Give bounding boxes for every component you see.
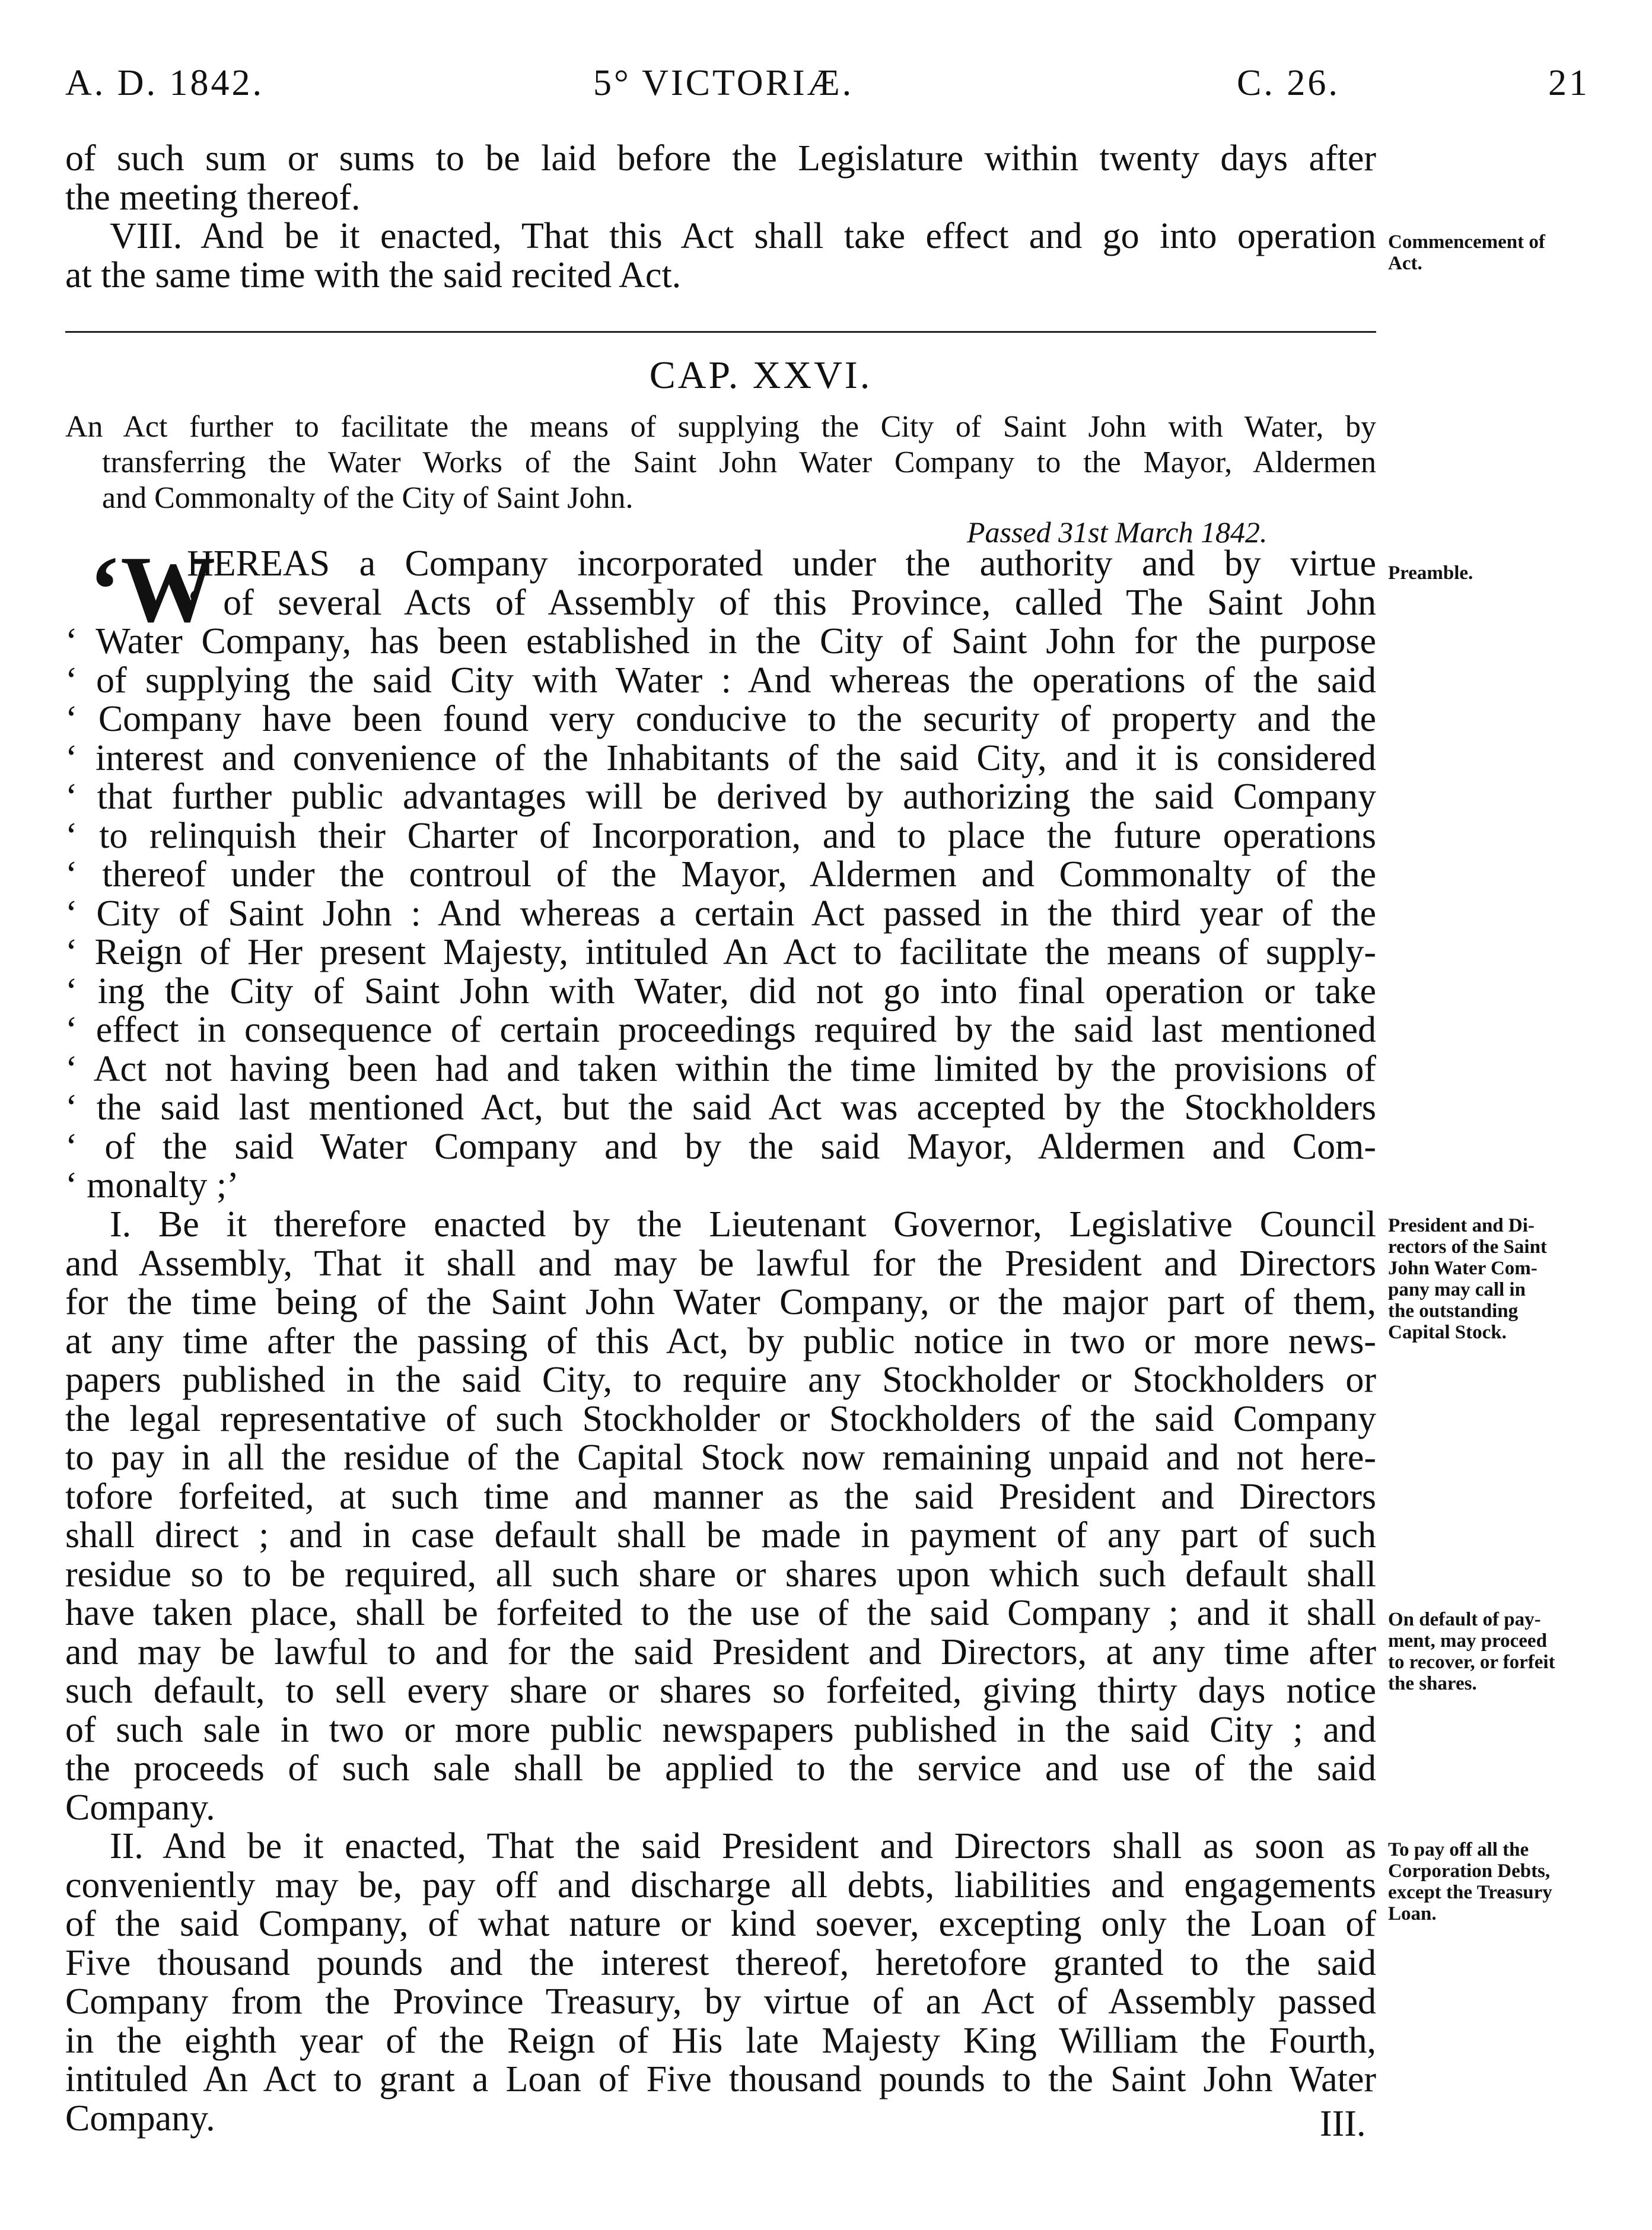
text-line: ‘ ing the City of Saint John with Water, did not go into final operation or take: [65, 971, 1376, 1011]
text-line: ‘ Water Company, has been established in the City of Saint John for the purpose: [65, 621, 1376, 661]
margin-note-default: On default of pay- ment, may proceed to recover, or forfeit the shares.: [1388, 1609, 1555, 1694]
margin-note-commencement: Commencement of Act.: [1388, 231, 1545, 274]
text-line: ‘ that further public advantages will be derived by authorizing the said Company: [65, 777, 1376, 817]
text-line: Company.: [65, 2098, 215, 2139]
header-reign: 5° VICTORIÆ.: [593, 63, 854, 103]
text-line: ‘ monalty ;’: [65, 1165, 239, 1205]
text-line: ‘ of the said Water Company and by the said Mayor, Aldermen and Com-: [65, 1126, 1376, 1167]
text-line: ‘ Company have been found very conducive to the security of property and the: [65, 699, 1376, 739]
section-i: [65, 1205, 1376, 1827]
text-line: ‘ interest and convenience of the Inhabitants of the said City, and it is considered: [65, 737, 1376, 778]
text-line: for the time being of the Saint John Water Company, or the major part of them,: [65, 1282, 1376, 1322]
text-line: ‘ Reign of Her present Majesty, intituled An Act to facilitate the means of supply-: [65, 932, 1376, 972]
title-line: and Commonalty of the City of Saint John.: [102, 481, 634, 515]
text-line: of such sum or sums to be laid before the Legislature within twenty days after: [65, 138, 1376, 179]
margin-note-president-directors: President and Di- rectors of the Saint John Water Com- pany may call in the outstanding Capital Stock.: [1388, 1215, 1547, 1343]
text-line: and may be lawful to and for the said President and Directors, at any time after: [65, 1631, 1376, 1672]
passed-date: Passed 31st March 1842.: [967, 516, 1268, 549]
text-line: Company.: [65, 1787, 215, 1828]
text-line: shall direct ; and in case default shall be made in payment of any part of such: [65, 1515, 1376, 1555]
text-line: at the same time with the said recited Act.: [65, 255, 682, 295]
text-line: of the said Company, of what nature or kind soever, excepting only the Loan of: [65, 1904, 1376, 1944]
header-year: A. D. 1842.: [65, 63, 265, 103]
header-page-number: 21: [1548, 63, 1590, 103]
text-line: intituled An Act to grant a Loan of Five thousand pounds to the Saint John Water: [65, 2059, 1376, 2099]
text-line: Five thousand pounds and the interest thereof, heretofore granted to the said: [65, 1942, 1376, 1983]
title-line: An Act further to facilitate the means of supplying the City of Saint John with Water, by: [65, 410, 1376, 444]
text-line: II. And be it enacted, That the said President and Directors shall as soon as: [110, 1826, 1376, 1866]
act-title: [65, 409, 1376, 516]
catchword: III.: [1320, 2104, 1366, 2144]
text-line: of such sale in two or more public newspapers published in the said City ; and: [65, 1709, 1376, 1750]
text-line: ‘ the said last mentioned Act, but the said Act was accepted by the Stockholders: [65, 1087, 1376, 1128]
text-line: HEREAS a Company incorporated under the authority and by virtue: [187, 543, 1376, 584]
text-line: tofore forfeited, at such time and manner as the said President and Directors: [65, 1476, 1376, 1517]
drop-cap: ‘W: [89, 536, 216, 642]
text-line: ‘ effect in consequence of certain proceedings required by the said last mentioned: [65, 1010, 1376, 1050]
text-line: ‘ Act not having been had and taken within the time limited by the provisions of: [65, 1048, 1376, 1089]
text-line: VIII. And be it enacted, That this Act shall take effect and go into operation: [110, 216, 1376, 256]
text-line: the legal representative of such Stockholder or Stockholders of the said Company: [65, 1398, 1376, 1439]
margin-note-preamble: Preamble.: [1388, 562, 1473, 584]
section-ii: [65, 1827, 1376, 2138]
text-line: the meeting thereof.: [65, 177, 361, 218]
section-divider: [65, 331, 1376, 333]
text-line: ‘ of several Acts of Assembly of this Province, called The Saint John: [187, 582, 1376, 623]
header-chapter: C. 26.: [1237, 63, 1340, 103]
text-line: ‘ of supplying the said City with Water : And whereas the operations of the said: [65, 660, 1376, 701]
text-line: I. Be it therefore enacted by the Lieutenant Governor, Legislative Council: [110, 1204, 1376, 1245]
text-line: papers published in the said City, to require any Stockholder or Stockholders or: [65, 1360, 1376, 1400]
text-line: ‘ to relinquish their Charter of Incorporation, and to place the future operations: [65, 815, 1376, 856]
text-line: ‘ City of Saint John : And whereas a certain Act passed in the third year of the: [65, 893, 1376, 934]
text-line: such default, to sell every share or shares so forfeited, giving thirty days notice: [65, 1671, 1376, 1711]
text-line: Company from the Province Treasury, by virtue of an Act of Assembly passed: [65, 1981, 1376, 2022]
text-line: to pay in all the residue of the Capital Stock now remaining unpaid and not here-: [65, 1437, 1376, 1478]
text-line: have taken place, shall be forfeited to the use of the said Company ; and it shall: [65, 1593, 1376, 1633]
text-line: and Assembly, That it shall and may be lawful for the President and Directors: [65, 1243, 1376, 1284]
preamble: [65, 536, 1376, 1205]
text-line: at any time after the passing of this Act, by public notice in two or more news-: [65, 1321, 1376, 1361]
cap-heading: CAP. XXVI.: [649, 354, 873, 397]
margin-note-pay-off-debts: To pay off all the Corporation Debts, except the Treasury Loan.: [1388, 1839, 1552, 1924]
text-line: residue so to be required, all such share or shares upon which such default shall: [65, 1554, 1376, 1595]
text-line: conveniently may be, pay off and discharge all debts, liabilities and engagements: [65, 1865, 1376, 1905]
text-line: the proceeds of such sale shall be applied to the service and use of the said: [65, 1748, 1376, 1789]
title-line: transferring the Water Works of the Saint John Water Company to the Mayor, Aldermen: [102, 446, 1376, 479]
text-line: ‘ thereof under the controul of the Mayor, Aldermen and Commonalty of the: [65, 854, 1376, 895]
text-line: in the eighth year of the Reign of His late Majesty King William the Fourth,: [65, 2020, 1376, 2061]
opening-section: [65, 139, 1376, 295]
